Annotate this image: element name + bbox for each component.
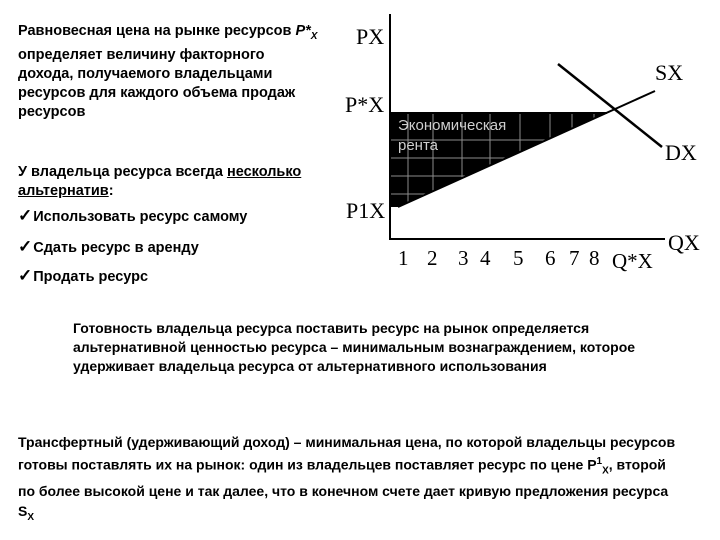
intro-price-subscript: X <box>310 30 318 42</box>
q-tick-label: 2 <box>427 246 438 270</box>
alternative-option-label: Продать ресурс <box>33 269 149 285</box>
q-tick-label: 8 <box>589 246 600 270</box>
q-tick-label: 3 <box>458 246 469 270</box>
rent-label-line2: рента <box>398 137 439 154</box>
q-tick-label: 6 <box>545 246 556 270</box>
y-axis-label: PX <box>356 24 385 49</box>
intro-text-before: Равновесная цена на рынке ресурсов <box>18 23 296 39</box>
demand-curve <box>558 64 662 147</box>
q-tick-label: 1 <box>398 246 409 270</box>
rent-label-line1: Экономическая <box>398 117 507 134</box>
transfer-price-superscript: 1 <box>596 456 603 467</box>
q-tick-label: 4 <box>480 246 491 270</box>
intro-text-after: определяет величину факторного дохода, получаемого владельцами ресурсов для каждого объема продаж ресурсов <box>18 46 296 120</box>
transfer-text-part2: , второй по более высокой цене и так далее, что в конечном счете дает кривую предложения ресурса S <box>18 456 669 520</box>
alternative-option-label: Сдать ресурс в аренду <box>33 240 199 256</box>
transfer-income-text <box>18 432 678 528</box>
x-axis-label: QX <box>668 230 700 255</box>
check-icon: ✓ <box>18 266 33 285</box>
supply-label: SX <box>655 60 684 85</box>
q-tick-label: 7 <box>569 246 580 270</box>
alternative-option-label: Использовать ресурс самому <box>33 209 248 225</box>
readiness-text: Готовность владельца ресурса поставить ресурс на рынок определяется альтернативной ценностью ресурса – минимальным вознаграждением, которое удерживает владельца ресурса от альтернативного использования <box>73 320 636 374</box>
transfer-supply-subscript: X <box>27 512 35 524</box>
check-icon: ✓ <box>18 206 33 225</box>
q-tick-label: 5 <box>513 246 524 270</box>
equilibrium-quantity-label: Q*X <box>612 249 653 273</box>
equilibrium-price-label: P*X <box>345 92 385 117</box>
transfer-price-subscript: X <box>602 465 609 477</box>
price-one-label: P1X <box>346 198 386 223</box>
alternatives-heading-underlined: несколько альтернатив <box>18 164 302 199</box>
demand-label: DX <box>665 140 697 165</box>
check-icon: ✓ <box>18 237 33 256</box>
intro-price-symbol: P* <box>295 23 311 39</box>
alternatives-heading-end: : <box>108 183 114 199</box>
transfer-text-part1: Трансфертный (удерживающий доход) – минимальная цена, по которой владельцы ресурсов готовы поставлять их на рынок: один из владельцев поставляет ресурс по цене P <box>18 434 676 473</box>
alternatives-heading-start: У владельца ресурса всегда <box>18 164 227 180</box>
